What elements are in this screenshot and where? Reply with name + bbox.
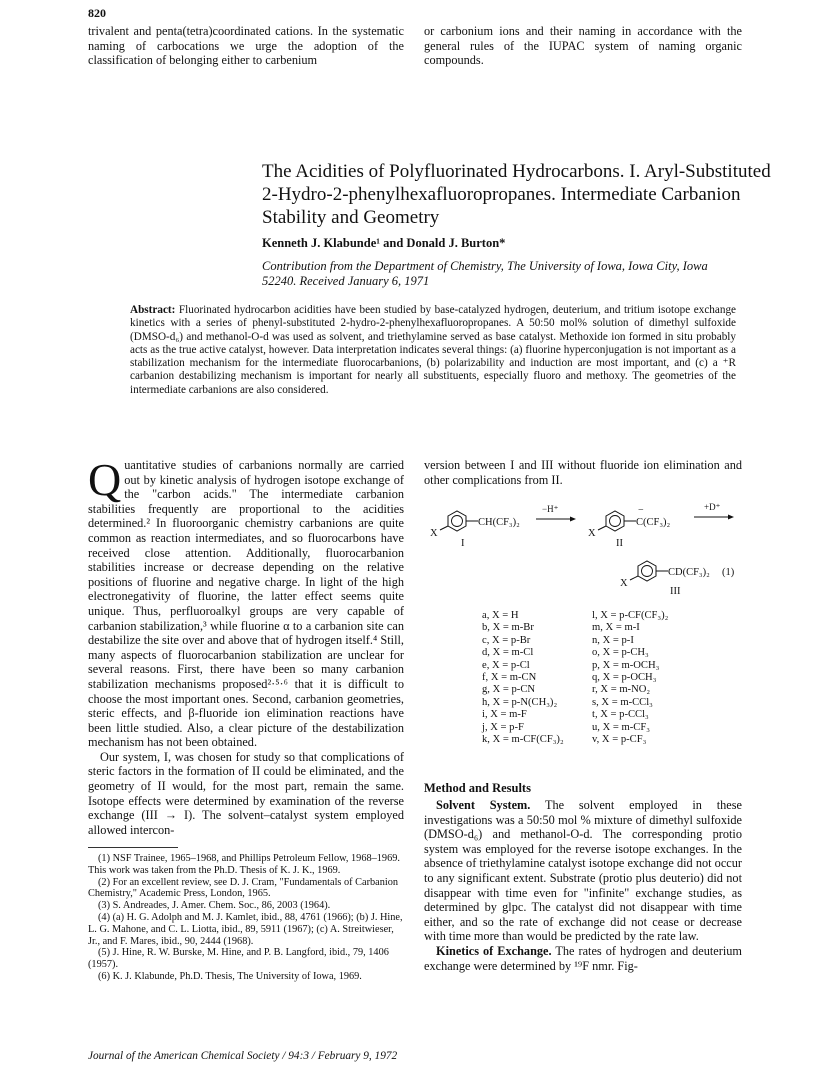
article-title: The Acidities of Polyfluorinated Hydrocarbons. I. Aryl-Substituted 2-Hydro-2-phenylhexafluoropropanes. Intermediate Carbanion Stability and Geometry [262, 161, 771, 228]
kinetics-text: The rates of hydrogen and deuterium exchange were determined by ¹⁹F nmr. Fig- [424, 943, 742, 973]
label-I: I [461, 538, 465, 549]
substituent-item: g, X = p-CN [482, 684, 536, 696]
affiliation: Contribution from the Department of Chemistry, The University of Iowa, Iowa City, Iowa 52240. Received January 6, 1971 [262, 259, 708, 288]
system-paragraph: Our system, I, was chosen for study so that complications of steric factors in the formation of II could be eliminated, and the geometry of II would, for the most part, remain the same. Isotope effects were determined by examination of the reverse exchange (III → I). The solvent–catalyst system employed allowed intercon- [88, 749, 404, 837]
carbanion-charge: − [638, 505, 644, 516]
substituent-item: q, X = p-OCH₃ [592, 672, 657, 684]
body-left-column [88, 454, 404, 837]
substituent-item: d, X = m-Cl [482, 647, 534, 659]
kinetics-heading: Kinetics of Exchange. [436, 943, 552, 958]
substituent-item: p, X = m-OCH₃ [592, 659, 660, 671]
footnote-rule [88, 847, 178, 848]
label-III: III [670, 586, 681, 597]
journal-footer: Journal of the American Chemical Society / 94:3 / February 9, 1972 [88, 1050, 398, 1062]
page-number: 820 [88, 6, 106, 20]
group-III: CD(CF₃)₂ [668, 567, 710, 578]
substituent-item: h, X = p-N(CH₃)₂ [482, 696, 558, 708]
x-label-II: X [588, 528, 596, 539]
footnote: (5) J. Hine, R. W. Burske, M. Hine, and P. B. Langford, ibid., 79, 1406 (1957). [88, 947, 389, 971]
solvent-paragraph [424, 798, 742, 944]
substituent-item: o, X = p-CH₃ [592, 647, 649, 659]
intro-text: uantitative studies of carbanions normally are carried out by kinetic analysis of hydrogen isotope exchange of the "carbon acids." The intermediate carbanion stabilities frequently are proportional to the acidities determined.² In fluoroorganic chemistry carbanions are quite common as reaction intermediates, and so fluorocarbons have received close attention. Additionally, fluorocarbanion stabilities increase or decrease depending on the relative positions of fluorine and negative charge. In light of the high electronegativity of fluorine, the latter effect seems quite unique. Thus, perfluoroalkyl groups are very capable of carbanion stabilization,³ while fluorine α to a carbanion site can destabilize the site over and above that of hydrogen itself.⁴ Still, many aspects of fluorocarbanion stabilization are unclear for several reasons. First, there have been so many carbanion stabilization mechanisms proposed²·⁵·⁶ that it is difficult to choose the most important ones. Second, carbanion geometries, steric effects, and β-fluoride ion elimination reactions have been little studied. Also, a clear picture of the destabilization mechanism has not been obtained. [88, 458, 404, 750]
substituent-item: i, X = m-F [482, 709, 527, 721]
substituent-item: j, X = p-F [482, 721, 524, 733]
benzene-ring-II [598, 511, 636, 531]
substituent-list-right [592, 610, 668, 746]
kinetics-paragraph [424, 944, 742, 973]
top-left-continuation: trivalent and penta(tetra)coordinated cations. In the systematic naming of carbocations we urge the adoption of the classification of belonging either to carbenium [88, 24, 404, 68]
abstract [130, 304, 736, 397]
arrow1-label: −H⁺ [542, 504, 559, 514]
benzene-ring-III [630, 561, 668, 581]
substituent-item: l, X = p-CF(CF₃)₂ [592, 610, 669, 621]
substituent-item: s, X = m-CCl₃ [592, 696, 653, 708]
substituent-item: c, X = p-Br [482, 634, 531, 646]
substituent-item: b, X = m-Br [482, 622, 534, 634]
solvent-text: The solvent employed in these investigations was a 50:50 mol % mixture of dimethyl sulfoxide (DMSO-d₆) and methanol-O-d. The corresponding protio system was employed for the reverse isotope exchanges. In the absence of triethylamine catalyst isotope exchange did not occur to any significant extent. Substrate (protio plus deuterio) did not disappear with time even for "infinite" exchange studies, as determined by glpc. The catalyst did not disappear with time either, and so the rate of exchange did not cease or decrease with time more than would be predicted by the rate law. [424, 798, 742, 944]
authors: Kenneth J. Klabunde¹ and Donald J. Burton* [262, 236, 506, 250]
footnote: (1) NSF Trainee, 1965–1968, and Phillips Petroleum Fellow, 1968–1969. This work was taken from the Ph.D. Thesis of K. J. K., 1969. [88, 853, 400, 876]
substituent-item: a, X = H [482, 610, 519, 621]
substituent-item: m, X = m-I [592, 622, 640, 634]
right-intro-text: version between I and III without fluoride ion elimination and other complications from II. [424, 458, 742, 487]
body-right-column [424, 798, 742, 973]
x-label-III: X [620, 578, 628, 589]
top-right-continuation: or carbonium ions and their naming in accordance with the general rules of the IUPAC system of naming organic compounds. [424, 24, 742, 68]
group-I: CH(CF₃)₂ [478, 517, 520, 528]
solvent-heading: Solvent System. [436, 798, 531, 812]
footnote: (3) S. Andreades, J. Amer. Chem. Soc., 86, 2003 (1964). [98, 900, 331, 912]
footnote: (6) K. J. Klabunde, Ph.D. Thesis, The University of Iowa, 1969. [98, 970, 362, 982]
x-label-I: X [430, 528, 438, 539]
reaction-scheme [424, 492, 744, 602]
intro-paragraph [88, 454, 404, 750]
group-II: C(CF₃)₂ [636, 517, 671, 528]
substituent-item: v, X = p-CF₃ [592, 734, 647, 746]
substituent-item: t, X = p-CCl₃ [592, 709, 649, 721]
benzene-ring-I [440, 511, 478, 531]
substituent-list-left [482, 610, 564, 746]
label-II: II [616, 538, 623, 549]
substituent-item: r, X = m-NO₂ [592, 684, 651, 696]
substituent-item: e, X = p-Cl [482, 659, 530, 671]
abstract-label: Abstract: [130, 304, 176, 316]
substituent-item: k, X = m-CF(CF₃)₂ [482, 734, 564, 746]
equation-number: (1) [722, 567, 735, 578]
drop-cap: Q [88, 454, 122, 505]
arrow2-label: +D⁺ [704, 502, 721, 512]
footnote: (4) (a) H. G. Adolph and M. J. Kamlet, ibid., 88, 4761 (1966); (b) J. Hine, L. G. Mahone, and C. L. Liotta, ibid., 89, 5911 (1967); (c) A. Streitwieser, Jr., and F. Mares, ibid., 90, 2444 (1968). [88, 911, 403, 947]
footnote: (2) For an excellent review, see D. J. Cram, "Fundamentals of Carbanion Chemistry," Academic Press, London, 1965. [88, 876, 399, 900]
substituent-item: u, X = m-CF₃ [592, 721, 650, 733]
substituent-item: f, X = m-CN [482, 672, 537, 684]
abstract-text: Fluorinated hydrocarbon acidities have been studied by base-catalyzed hydrogen, deuterium, and tritium isotope exchange kinetics with a series of phenyl-substituted 2-hydro-2-phenylhexafluoropropanes. A 50:50 mol% solution of dimethyl sulfoxide (DMSO-d₆) and methanol-O-d was used as solvent, and triethylamine served as base catalyst. Methoxide ion formed in situ probably acts as the true active catalyst, however. Data interpretation indicates several things: (a) fluorine hyperconjugation is not important as a stabilization mechanism for the intermediate fluorocarbanions, (b) polarizability and induction are most important, and (c) a ⁺R carbanion destabilizing mechanism is important for nearly all substituents, especially fluoro and methoxy. The geometries of the intermediate carbanions are also considered. [130, 304, 737, 396]
section-heading: Method and Results [424, 781, 531, 795]
substituent-item: n, X = p-I [592, 634, 634, 646]
footnotes [88, 853, 404, 983]
